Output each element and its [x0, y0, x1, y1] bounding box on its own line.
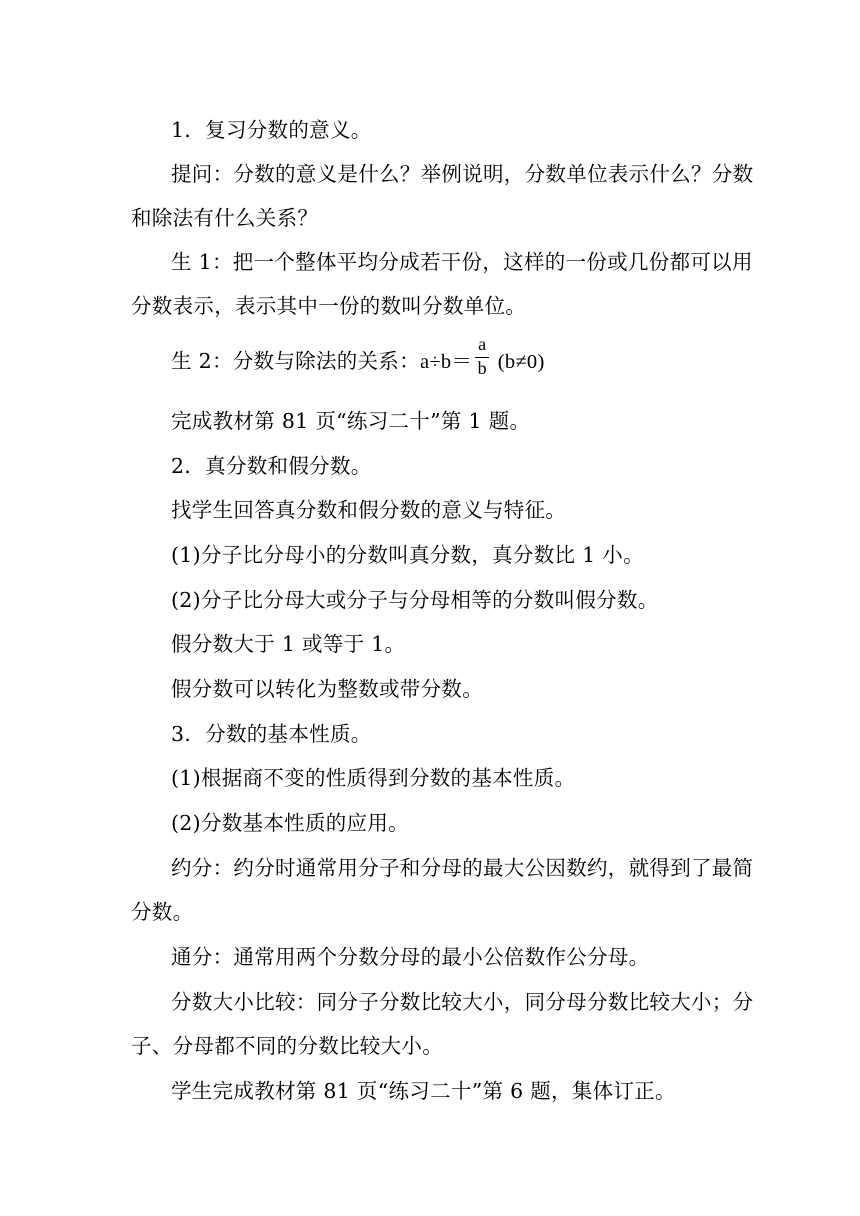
paragraph-line: 分数大小比较：同分子分数比较大小，同分母分数比较大小；分: [171, 990, 754, 1014]
paragraph-line: 完成教材第 81 页“练习二十”第 1 题。: [171, 409, 531, 433]
fraction: [474, 333, 490, 378]
paragraph-line: 提问：分数的意义是什么？举例说明，分数单位表示什么？分数: [171, 162, 754, 186]
fraction-numerator: a: [478, 333, 487, 354]
paragraph-line: 分数。: [131, 900, 194, 924]
formula-prefix: 生 2：分数与除法的关系：: [171, 349, 420, 373]
paragraph-line: 找学生回答真分数和假分数的意义与特征。: [171, 498, 567, 522]
paragraph-line: 假分数大于 1 或等于 1。: [171, 632, 406, 656]
paragraph-line: 假分数可以转化为整数或带分数。: [171, 677, 483, 701]
heading-basic-property: 3．分数的基本性质。: [171, 722, 372, 746]
formula-suffix: (b≠0): [492, 351, 545, 373]
paragraph-line: (2)分数基本性质的应用。: [171, 811, 409, 835]
formula-lhs: a÷b＝: [419, 351, 473, 373]
paragraph-line: (1)根据商不变的性质得到分数的基本性质。: [171, 766, 576, 790]
paragraph-line: (2)分子比分母大或分子与分母相等的分数叫假分数。: [171, 588, 659, 612]
paragraph-line: (1)分子比分母小的分数叫真分数，真分数比 1 小。: [171, 543, 644, 567]
paragraph-line: 和除法有什么关系？: [131, 206, 319, 230]
paragraph-line: 分数表示，表示其中一份的数叫分数单位。: [131, 294, 527, 318]
heading-proper-improper: 2．真分数和假分数。: [171, 454, 372, 478]
formula-line: [171, 333, 545, 378]
paragraph-line: 通分：通常用两个分数分母的最小公倍数作公分母。: [171, 945, 650, 969]
paragraph-line: 生 1：把一个整体平均分成若干份，这样的一份或几份都可以用: [171, 250, 753, 274]
paragraph-line: 约分：约分时通常用分子和分母的最大公因数约，就得到了最简: [171, 856, 754, 880]
paragraph-line: 子、分母都不同的分数比较大小。: [131, 1034, 443, 1058]
heading-review-meaning: 1．复习分数的意义。: [171, 118, 372, 142]
fraction-denominator: b: [477, 357, 487, 378]
paragraph-line: 学生完成教材第 81 页“练习二十”第 6 题，集体订正。: [171, 1079, 676, 1103]
